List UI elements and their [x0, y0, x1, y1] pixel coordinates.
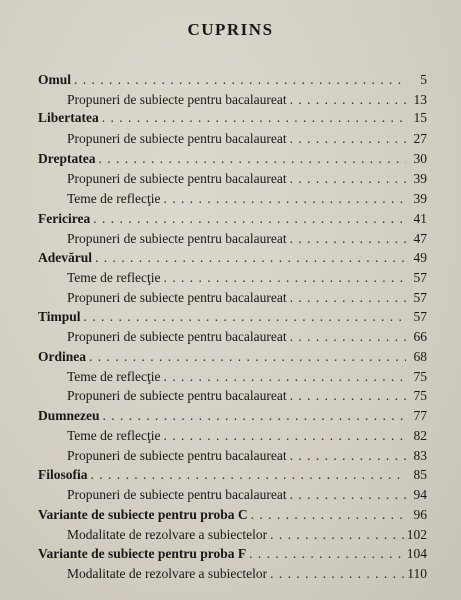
- toc-entry-page: 77: [413, 408, 427, 423]
- toc-entry[interactable]: [67, 171, 427, 187]
- toc-entry-page: 75: [413, 369, 427, 384]
- toc-entry[interactable]: [38, 349, 427, 365]
- toc-entry[interactable]: [38, 211, 427, 227]
- toc-entry-label: Fericirea: [38, 211, 91, 226]
- page-title: CUPRINS: [187, 20, 274, 39]
- toc-entry-page: 104: [406, 546, 427, 561]
- dot-leader: [91, 467, 407, 483]
- toc-entry-page: 96: [413, 507, 427, 522]
- toc-entry-page: 57: [413, 270, 427, 285]
- dot-leader: [164, 270, 407, 286]
- dot-leader: [270, 527, 404, 543]
- dot-leader: [270, 566, 404, 582]
- toc-entry[interactable]: [67, 369, 427, 385]
- toc-entry-label: Propuneri de subiecte pentru bacalaureat: [67, 487, 287, 502]
- toc-entry-label: Libertatea: [38, 110, 99, 125]
- toc-entry[interactable]: [67, 487, 427, 503]
- dot-leader: [164, 369, 407, 385]
- dot-leader: [290, 131, 406, 147]
- toc-entry-label: Propuneri de subiecte pentru bacalaureat: [67, 92, 287, 107]
- toc-entry-label: Modalitate de rezolvare a subiectelor: [67, 566, 268, 581]
- toc-entry-page: 68: [413, 349, 427, 364]
- toc-entry[interactable]: [38, 250, 427, 266]
- dot-leader: [98, 151, 406, 167]
- toc-entry[interactable]: [38, 467, 427, 483]
- toc-entry[interactable]: [67, 191, 427, 207]
- toc-entry[interactable]: [38, 408, 427, 424]
- toc-entry[interactable]: [38, 72, 427, 88]
- toc-entry-label: Variante de subiecte pentru proba F: [38, 546, 247, 561]
- dot-leader: [290, 388, 406, 404]
- toc-entry[interactable]: [67, 131, 427, 147]
- toc-entry[interactable]: [38, 546, 427, 562]
- dot-leader: [95, 250, 406, 266]
- toc-entry[interactable]: [67, 231, 427, 247]
- dot-leader: [249, 546, 404, 562]
- toc-entry-label: Propuneri de subiecte pentru bacalaureat: [67, 388, 287, 403]
- toc-entry-page: 83: [413, 448, 427, 463]
- toc-entry[interactable]: [67, 388, 427, 404]
- toc-entry-label: Timpul: [38, 309, 81, 324]
- toc-entry[interactable]: [67, 428, 427, 444]
- toc-entry[interactable]: [38, 151, 427, 167]
- toc-entry-label: Teme de reflecţie: [67, 369, 161, 384]
- toc-entry-label: Teme de reflecţie: [67, 428, 161, 443]
- toc-entry-page: 39: [413, 191, 427, 206]
- toc-entry-label: Modalitate de rezolvare a subiectelor: [67, 527, 268, 542]
- toc-entry[interactable]: [67, 448, 427, 464]
- toc-entry-page: 39: [413, 171, 427, 186]
- toc-entry-label: Teme de reflecţie: [67, 191, 161, 206]
- toc-entry[interactable]: [67, 329, 427, 345]
- toc-entry-label: Propuneri de subiecte pentru bacalaureat: [67, 329, 287, 344]
- toc-entry-label: Propuneri de subiecte pentru bacalaureat: [67, 290, 287, 305]
- dot-leader: [164, 191, 407, 207]
- toc-entry-label: Propuneri de subiecte pentru bacalaureat: [67, 448, 287, 463]
- toc-entry-page: 75: [413, 388, 427, 403]
- dot-leader: [103, 408, 407, 424]
- dot-leader: [290, 290, 406, 306]
- toc-entry-label: Propuneri de subiecte pentru bacalaureat: [67, 131, 287, 146]
- toc-entry-page: 30: [413, 151, 427, 166]
- toc-entry[interactable]: [67, 527, 427, 543]
- dot-leader: [84, 309, 406, 325]
- dot-leader: [290, 448, 406, 464]
- toc-entry[interactable]: [67, 290, 427, 306]
- dot-leader: [290, 329, 406, 345]
- toc-entry-label: Ordinea: [38, 349, 87, 364]
- toc-entry-label: Filosofia: [38, 467, 88, 482]
- dot-leader: [164, 428, 407, 444]
- dot-leader: [93, 211, 406, 227]
- toc-entry-page: 110: [407, 566, 427, 581]
- toc-entry-label: Variante de subiecte pentru proba C: [38, 507, 248, 522]
- dot-leader: [251, 507, 406, 523]
- dot-leader: [290, 171, 406, 187]
- toc-entry-page: 13: [413, 92, 427, 107]
- toc-entry-page: 47: [413, 231, 427, 246]
- dot-leader: [74, 72, 406, 88]
- toc-entry[interactable]: [38, 507, 427, 523]
- toc-entry-label: Omul: [38, 72, 72, 87]
- toc-entry[interactable]: [38, 309, 427, 325]
- toc-entry-page: 94: [413, 487, 427, 502]
- toc-entry[interactable]: [38, 110, 427, 126]
- toc-entry-label: Propuneri de subiecte pentru bacalaureat: [67, 231, 287, 246]
- toc-entry-label: Adevărul: [38, 250, 92, 265]
- toc-entry-page: 82: [413, 428, 427, 443]
- toc-entry-page: 27: [413, 131, 427, 146]
- dot-leader: [290, 92, 406, 108]
- toc-entry[interactable]: [67, 566, 427, 582]
- dot-leader: [290, 231, 406, 247]
- toc-entry-label: Dumnezeu: [38, 408, 100, 423]
- toc-entry-label: Dreptatea: [38, 151, 96, 166]
- toc-entry-page: 66: [413, 329, 427, 344]
- toc-entry-page: 49: [413, 250, 427, 265]
- toc-entry-label: Teme de reflecţie: [67, 270, 161, 285]
- toc-entry[interactable]: [67, 270, 427, 286]
- toc-entry-page: 85: [413, 467, 427, 482]
- toc-entry-page: 57: [413, 290, 427, 305]
- toc-entry-page: 41: [413, 211, 427, 226]
- toc-entry-page: 15: [413, 110, 427, 125]
- toc-entry-label: Propuneri de subiecte pentru bacalaureat: [67, 171, 287, 186]
- dot-leader: [290, 487, 406, 503]
- toc-entry-page: 102: [406, 527, 427, 542]
- toc-entry-page: 57: [413, 309, 427, 324]
- toc-entry[interactable]: [67, 92, 427, 108]
- dot-leader: [89, 349, 406, 365]
- toc-entry-page: 5: [420, 72, 427, 87]
- dot-leader: [102, 110, 406, 126]
